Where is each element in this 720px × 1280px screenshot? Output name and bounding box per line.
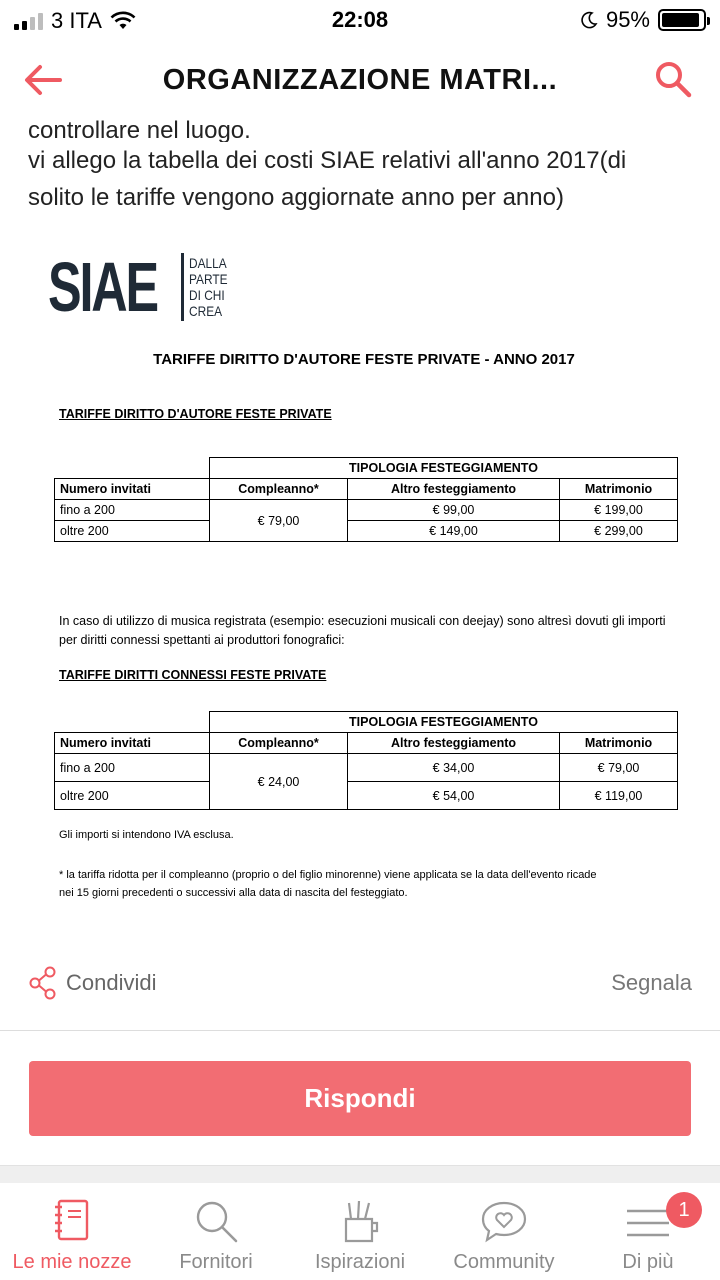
chat-heart-icon	[478, 1197, 530, 1245]
table-row	[55, 521, 678, 542]
document-title: TARIFFE DIRITTO D'AUTORE FESTE PRIVATE - ANNO 2017	[153, 351, 575, 368]
share-label: Condividi	[66, 970, 157, 995]
table-cell: € 99,00	[348, 500, 560, 521]
status-right	[580, 7, 706, 33]
separator-band	[0, 1165, 720, 1183]
table-cell: fino a 200	[55, 500, 210, 521]
page-title: ORGANIZZAZIONE MATRI...	[162, 63, 558, 96]
tab-ispirazioni[interactable]	[288, 1184, 432, 1280]
section-title: TARIFFE DIRITTO D'AUTORE FESTE PRIVATE	[59, 407, 332, 421]
table-cell: € 54,00	[348, 782, 560, 810]
table-cell: € 119,00	[560, 782, 678, 810]
tab-le-mie-nozze[interactable]	[0, 1184, 144, 1280]
attached-document[interactable]	[44, 248, 684, 908]
table-cell: € 199,00	[560, 500, 678, 521]
column-header: Altro festeggiamento	[348, 479, 560, 500]
column-header: Compleanno*	[210, 479, 348, 500]
table-cell: fino a 200	[55, 754, 210, 782]
tab-label: Fornitori	[179, 1251, 253, 1273]
group-header: TIPOLOGIA FESTEGGIAMENTO	[210, 712, 678, 733]
column-header: Altro festeggiamento	[348, 733, 560, 754]
siae-logo	[48, 248, 235, 326]
search-icon	[652, 58, 696, 102]
group-header: TIPOLOGIA FESTEGGIAMENTO	[210, 458, 678, 479]
menu-icon	[623, 1197, 673, 1245]
back-button[interactable]	[20, 60, 66, 100]
carrier: 3 ITA	[51, 8, 102, 33]
notification-badge: 1	[666, 1192, 702, 1228]
share-button[interactable]	[28, 966, 157, 1000]
clock: 22:08	[331, 7, 389, 32]
note-iva: Gli importi si intendono IVA esclusa.	[59, 829, 234, 841]
table-row	[55, 754, 678, 782]
table-row	[55, 782, 678, 810]
share-icon	[28, 966, 58, 1000]
battery-percent: 95%	[605, 7, 650, 32]
tab-bar	[0, 1184, 720, 1280]
rates-table-author	[54, 457, 678, 542]
table-cell: € 79,00	[210, 500, 348, 542]
tab-label: Community	[453, 1251, 555, 1273]
divider	[0, 1030, 720, 1031]
column-header: Compleanno*	[210, 733, 348, 754]
table-cell: € 299,00	[560, 521, 678, 542]
section-title: TARIFFE DIRITTI CONNESSI FESTE PRIVATE	[59, 668, 327, 682]
table-row	[55, 500, 678, 521]
table-cell: € 79,00	[560, 754, 678, 782]
note-star: * la tariffa ridotta per il compleanno (proprio o del figlio minorenne) viene applicata se la data dell'evento ricade nei 15 giorni precedenti o successivi alla data di nascita del festeggiato.	[59, 869, 597, 899]
column-header: Matrimonio	[560, 733, 678, 754]
report-button[interactable]: Segnala	[611, 970, 692, 995]
pencil-cup-icon	[338, 1197, 382, 1245]
tab-di-piu[interactable]	[576, 1184, 720, 1280]
table-cell: € 149,00	[348, 521, 560, 542]
tab-community[interactable]	[432, 1184, 576, 1280]
notebook-icon	[51, 1197, 93, 1245]
table-cell: € 24,00	[210, 754, 348, 810]
app-header	[0, 40, 720, 120]
column-header: Matrimonio	[560, 479, 678, 500]
arrow-left-icon	[20, 60, 66, 100]
battery-icon	[658, 9, 706, 31]
post-body	[28, 112, 698, 216]
status-bar	[0, 0, 720, 40]
post-actions	[28, 958, 692, 1008]
column-header: Numero invitati	[55, 733, 210, 754]
rates-table-related	[54, 711, 678, 810]
table-cell: oltre 200	[55, 521, 210, 542]
table-cell: oltre 200	[55, 782, 210, 810]
siae-logo-tagline: DALLA PARTE DI CHI CREA	[189, 255, 228, 319]
tab-fornitori[interactable]	[144, 1184, 288, 1280]
search-button[interactable]	[652, 58, 696, 102]
document-paragraph: In caso di utilizzo di musica registrata (esempio: esecuzioni musicali con deejay) sono altresì dovuti gli importi per diritti connessi spettanti ai produttori fonografici:	[59, 614, 666, 647]
tab-label: Ispirazioni	[314, 1251, 406, 1273]
reply-button[interactable]: Rispondi	[29, 1061, 691, 1136]
post-text-line: vi allego la tabella dei costi SIAE relativi all'anno 2017(di	[28, 147, 627, 174]
column-header: Numero invitati	[55, 479, 210, 500]
search-icon	[192, 1197, 240, 1245]
tab-label: Le mie nozze	[12, 1251, 132, 1273]
post-text-line: solito le tariffe vengono aggiornate anno per anno)	[28, 184, 564, 211]
post-text-line: controllare nel luogo.	[28, 117, 251, 142]
tab-label: Di più	[622, 1251, 674, 1273]
siae-logo-word: SIAE	[48, 248, 158, 326]
table-cell: € 34,00	[348, 754, 560, 782]
moon-icon	[580, 11, 598, 29]
